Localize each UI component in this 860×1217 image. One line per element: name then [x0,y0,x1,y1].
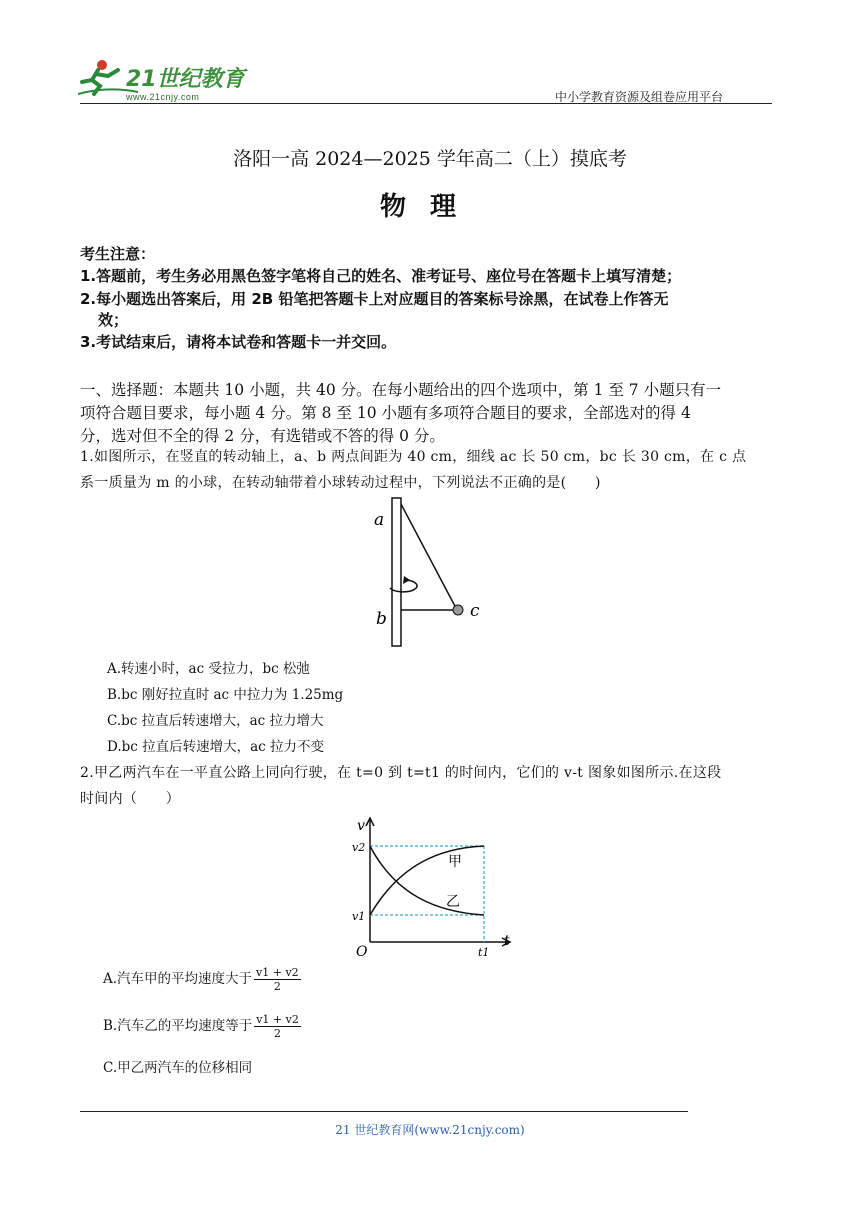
q1-option-b: B.bc 刚好拉直时 ac 中拉力为 1.25mg [107,687,344,703]
q1-stem: 1.如图所示，在竖直的转动轴上，a、b 两点间距为 40 cm，细线 ac 长 50 cm，bc 长 30 cm，在 c 点 [80,449,747,465]
site-logo [78,56,258,106]
q2-vt-graph [350,814,520,959]
notice-item: 2.每小题选出答案后，用 2B 铅笔把答题卡上对应题目的答案标号涂黑，在试卷上作答无 [80,290,669,308]
notice-heading: 考生注意： [80,245,156,263]
fraction-denominator: 2 [273,980,281,993]
section-intro: 分，选对但不全的得 2 分，有选错或不答的得 0 分。 [80,427,445,445]
q1-option-c: C.bc 拉直后转速增大，ac 拉力增大 [107,713,324,729]
label-v1: v1 [352,910,366,923]
label-origin: O [356,944,368,959]
curve-jia [370,846,484,915]
fraction-numerator: v1 + v2 [256,1013,299,1026]
logo-text: 21世纪教育 [126,67,245,92]
q2-stem: 2.甲乙两汽车在一平直公路上同向行驶，在 t=0 到 t=t1 的时间内，它们的 v-t 图象如图所示.在这段 [80,765,722,781]
label-t: t [504,933,510,949]
label-a: a [374,510,385,530]
label-c: c [470,601,480,621]
q1-figure [360,490,500,650]
q1-option-d: D.bc 拉直后转速增大，ac 拉力不变 [107,739,325,755]
platform-name: 中小学教育资源及组卷应用平台 [555,90,724,104]
fraction-denominator: 2 [274,1027,282,1040]
section-intro: 一、选择题：本题共 10 小题，共 40 分。在每小题给出的四个选项中，第 1 至 7 小题只有一 [80,381,722,399]
q2-option-a [103,966,301,993]
rotation-axis [392,498,401,646]
q1-option-a: A.转速小时，ac 受拉力，bc 松弛 [107,661,310,677]
fraction [254,1013,301,1040]
ball-icon [453,605,463,615]
q1-stem: 系一质量为 m 的小球，在转动轴带着小球转动过程中，下列说法不正确的是( ) [80,475,601,491]
string-ac [401,504,457,610]
exam-subject: 物理 [379,192,480,222]
footer-divider [80,1111,688,1112]
fraction [254,966,301,993]
notice-item: 3.考试结束后，请将本试卷和答题卡一并交回。 [80,333,397,351]
q2-option-b [103,1013,301,1040]
notice-item: 1.答题前，考生务必用黑色签字笔将自己的姓名、准考证号、座位号在答题卡上填写清楚； [80,267,682,285]
label-t1: t1 [478,946,490,959]
section-intro: 项符合题目要求，每小题 4 分。第 8 至 10 小题有多项符合题目的要求，全部选对的得 4 [80,404,691,422]
logo-domain: www.21cnjy.com [126,92,200,102]
label-b: b [376,609,387,629]
header-divider [80,103,772,104]
q2-stem: 时间内（ ） [80,791,181,807]
exam-title: 洛阳一高 2024—2025 学年高二（上）摸底考 [233,148,627,170]
footer-link[interactable]: 21 世纪教育网(www.21cnjy.com) [335,1123,525,1137]
runner-logo-icon [78,56,258,96]
label-jia: 甲 [448,854,462,870]
fraction-numerator: v1 + v2 [256,966,299,979]
q2-option-c: C.甲乙两汽车的位移相同 [103,1060,253,1076]
label-yi: 乙 [446,894,460,910]
label-v: v [357,818,365,834]
notice-item: 效； [98,311,129,329]
label-v2: v2 [352,841,366,854]
curve-yi [370,846,484,915]
q2-option-b-text: B.汽车乙的平均速度等于 [103,1018,253,1034]
q2-option-a-text: A.汽车甲的平均速度大于 [103,971,253,987]
